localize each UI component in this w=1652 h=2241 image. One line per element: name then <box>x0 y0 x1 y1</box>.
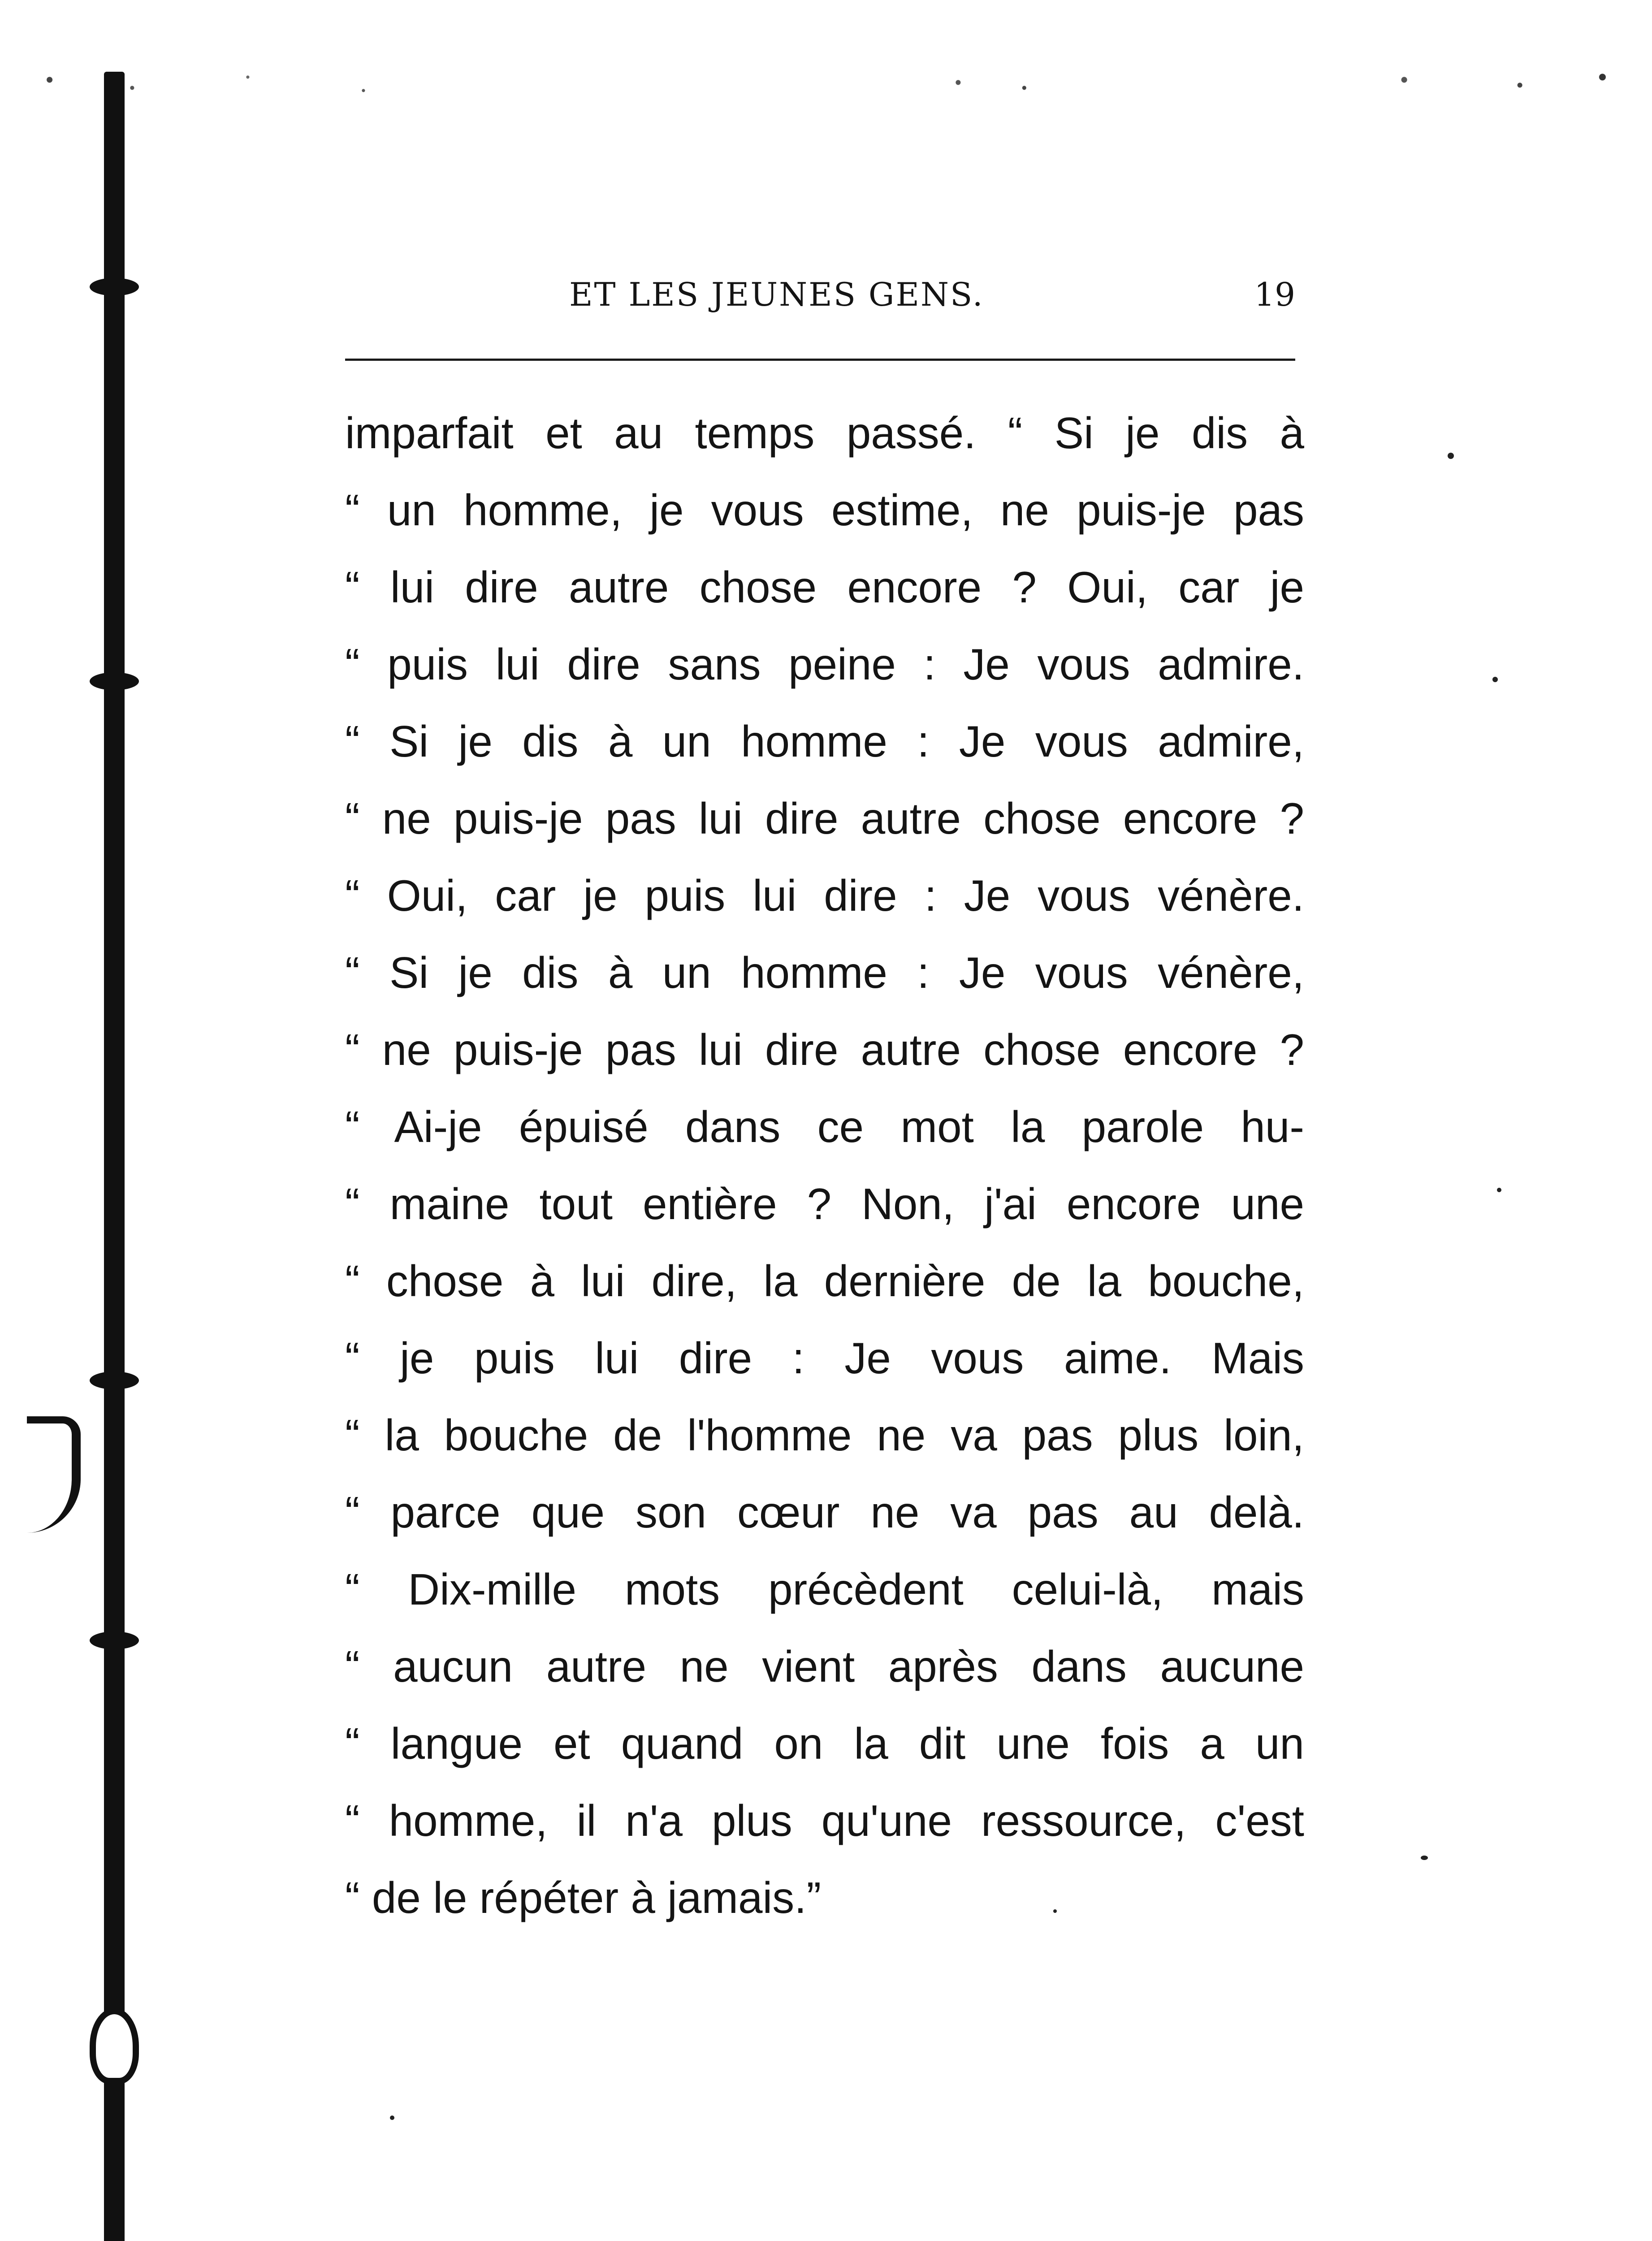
binding-knot <box>90 1371 139 1389</box>
text-line: “ puis lui dire sans peine : Je vous admire. <box>345 640 1304 689</box>
text-line: “ homme, il n'a plus qu'une ressource, c'est <box>345 1796 1304 1845</box>
binding-knot <box>90 278 139 296</box>
text-line: “ un homme, je vous estime, ne puis-je pas <box>345 485 1304 535</box>
text-line: “ aucun autre ne vient après dans aucune <box>345 1642 1304 1691</box>
ink-speck <box>1497 1188 1501 1192</box>
binding-strip <box>104 72 125 2241</box>
text-line: “ Si je dis à un homme : Je vous vénère, <box>345 948 1304 997</box>
page-number: 19 <box>1254 276 1295 313</box>
header-rule <box>345 359 1295 361</box>
running-head <box>345 274 1295 315</box>
text-line: imparfait et au temps passé. “ Si je dis à <box>345 408 1304 458</box>
ink-speck <box>390 2116 394 2120</box>
text-line: “ Si je dis à un homme : Je vous admire, <box>345 717 1304 766</box>
text-line: “ chose à lui dire, la dernière de la bouche, <box>345 1256 1304 1306</box>
binding-knot <box>90 672 139 690</box>
text-line: “ maine tout entière ? Non, j'ai encore une <box>345 1179 1304 1229</box>
binding-loop <box>90 2008 139 2084</box>
text-line: “ parce que son cœur ne va pas au delà. <box>345 1488 1304 1537</box>
ink-speck <box>1448 453 1454 459</box>
margin-hook-mark <box>27 1416 81 1533</box>
text-line: “ Ai-je épuisé dans ce mot la parole hu- <box>345 1102 1304 1151</box>
body-text <box>345 394 1304 1936</box>
text-line: “ de le répéter à jamais.” <box>345 1873 822 1922</box>
text-line: “ Dix-mille mots précèdent celui-là, mais <box>345 1565 1304 1614</box>
binding-knot <box>90 1631 139 1649</box>
page-edge-speckle-top <box>0 58 1652 112</box>
text-line: “ langue et quand on la dit une fois a un <box>345 1719 1304 1768</box>
running-title: ET LES JEUNES GENS. <box>569 276 984 313</box>
text-line: “ Oui, car je puis lui dire : Je vous vénère. <box>345 871 1304 920</box>
text-line: “ lui dire autre chose encore ? Oui, car je <box>345 562 1304 612</box>
text-line: “ la bouche de l'homme ne va pas plus loin, <box>345 1410 1304 1460</box>
text-line: “ je puis lui dire : Je vous aime. Mais <box>345 1333 1304 1383</box>
text-line: “ ne puis-je pas lui dire autre chose encore ? <box>345 1025 1304 1074</box>
ink-speck <box>1492 677 1498 682</box>
ink-speck <box>1421 1856 1428 1860</box>
text-line: “ ne puis-je pas lui dire autre chose encore ? <box>345 794 1304 843</box>
